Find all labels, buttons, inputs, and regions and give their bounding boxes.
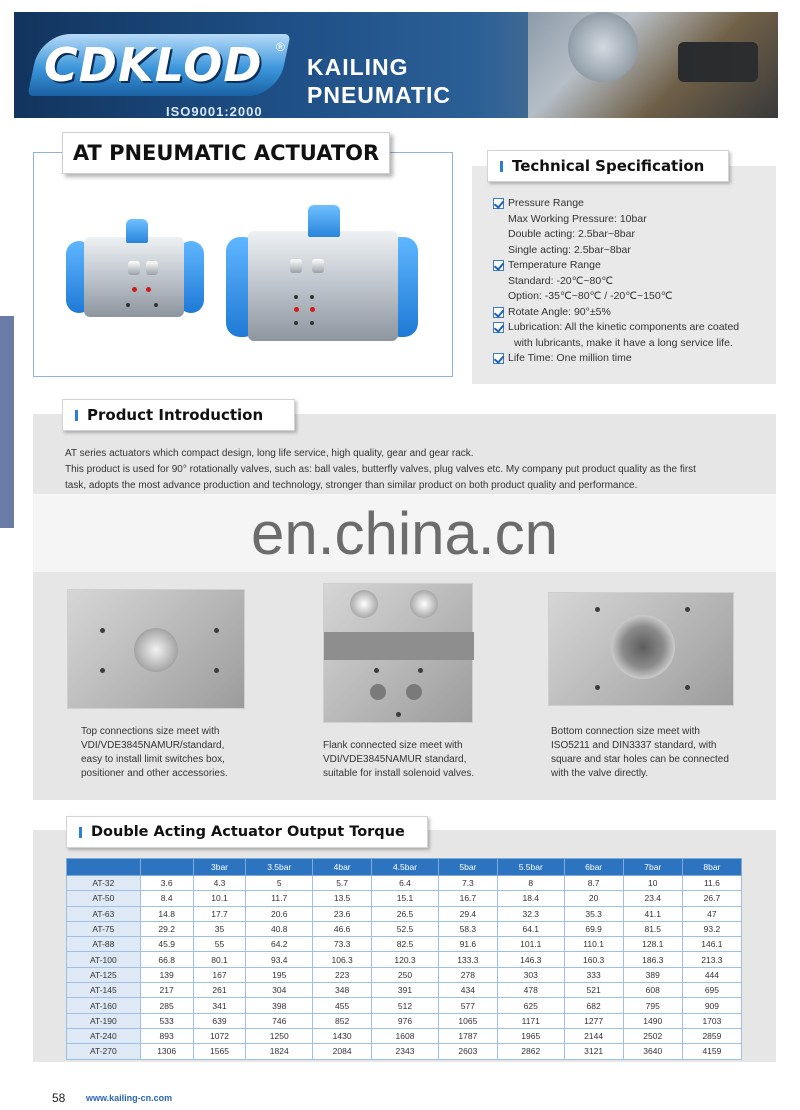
torque-cell: 195 [246,967,313,982]
spec-item [493,274,783,290]
torque-cell: 2862 [497,1044,564,1059]
intro-line-3: task, adopts the most advance production and technology, stronger than similar product on both product quality and performance. [65,480,638,491]
registered-mark: ® [276,40,285,54]
torque-cell: 795 [623,998,682,1013]
spec-item-text: Lubrication: All the kinetic components are coated [508,321,740,333]
torque-cell: 26.5 [372,906,439,921]
torque-cell: 91.6 [438,937,497,952]
torque-cell: 333 [564,967,623,982]
torque-cell: 261 [193,983,246,998]
torque-cell: 3640 [623,1044,682,1059]
torque-cell: 3121 [564,1044,623,1059]
side-strip [0,316,14,528]
torque-cell: 47 [682,906,741,921]
spec-item [493,196,783,212]
torque-cell: 1965 [497,1028,564,1043]
table-row [67,952,742,967]
column-header: 8bar [682,859,741,876]
model-cell: AT-32 [67,876,141,891]
torque-cell: 41.1 [623,906,682,921]
checkbox-icon [493,198,504,209]
intro-line-2: This product is used for 90° rotationally valves, such as: ball vales, butterfly valves, plug valves etc. My company put product quality as the first [65,464,696,475]
spec-item-text: Standard: -20℃~80℃ [508,274,614,287]
torque-cell: 8.7 [564,876,623,891]
torque-cell: 391 [372,983,439,998]
torque-cell: 1430 [313,1028,372,1043]
torque-cell: 15.1 [372,891,439,906]
torque-cell: 8 [497,876,564,891]
torque-cell: 1171 [497,1013,564,1028]
model-cell: AT-125 [67,967,141,982]
tab-marker [79,827,82,838]
model-cell: AT-240 [67,1028,141,1043]
column-header: 4.5bar [372,859,439,876]
actuator-small-image [66,219,201,319]
torque-cell: 106.3 [313,952,372,967]
column-header [67,859,141,876]
caption-bottom-connection: Bottom connection size meet with ISO5211 and DIN3337 standard, with square and star holes can be connected with the valve directly. [551,726,729,779]
torque-cell: 909 [682,998,741,1013]
torque-cell: 444 [682,967,741,982]
column-header: 5bar [438,859,497,876]
spec-item [493,258,783,274]
torque-cell: 2603 [438,1044,497,1059]
spec-item-text: Pressure Range [508,197,584,209]
table-row [67,983,742,998]
torque-cell: 223 [313,967,372,982]
column-header: 4bar [313,859,372,876]
table-row [67,998,742,1013]
torque-cell: 93.2 [682,921,741,936]
torque-table-header [67,859,742,876]
spec-item [493,243,783,259]
torque-cell: 11.7 [246,891,313,906]
torque-cell: 1250 [246,1028,313,1043]
torque-cell: 80.1 [193,952,246,967]
torque-title: Double Acting Actuator Output Torque [91,824,405,840]
torque-cell: 1277 [564,1013,623,1028]
torque-cell: 29.2 [140,921,193,936]
brand-line-1: KAILING [307,54,409,80]
torque-cell: 608 [623,983,682,998]
spec-item-text: Max Working Pressure: 10bar [508,212,647,225]
bottom-connection-photo [548,592,734,706]
torque-cell: 52.5 [372,921,439,936]
torque-table [66,858,742,1060]
torque-cell: 217 [140,983,193,998]
torque-cell: 1824 [246,1044,313,1059]
table-row [67,891,742,906]
torque-tab [66,816,428,848]
torque-cell: 434 [438,983,497,998]
torque-cell: 746 [246,1013,313,1028]
product-image-box [33,152,453,377]
model-cell: AT-63 [67,906,141,921]
spec-item-text: Single acting: 2.5bar~8bar [508,243,631,256]
torque-cell: 682 [564,998,623,1013]
spec-item [493,336,783,352]
iso-certification: ISO9001:2000 [166,104,263,118]
torque-cell: 14.8 [140,906,193,921]
torque-cell: 23.4 [623,891,682,906]
torque-cell: 55 [193,937,246,952]
torque-cell: 58.3 [438,921,497,936]
torque-cell: 521 [564,983,623,998]
tech-spec-tab [487,150,729,182]
table-row [67,921,742,936]
torque-cell: 2502 [623,1028,682,1043]
table-row [67,1013,742,1028]
torque-cell: 128.1 [623,937,682,952]
top-connection-photo [67,589,245,709]
caption-top-connection: Top connections size meet with VDI/VDE3845NAMUR/standard, easy to install limit switches box, positioner and other accessories. [81,726,228,779]
torque-cell: 5.7 [313,876,372,891]
table-row [67,876,742,891]
torque-cell: 93.4 [246,952,313,967]
torque-cell: 6.4 [372,876,439,891]
torque-cell: 146.1 [682,937,741,952]
torque-cell: 110.1 [564,937,623,952]
torque-cell: 10 [623,876,682,891]
torque-cell: 81.5 [623,921,682,936]
spec-item [493,305,783,321]
torque-cell: 69.9 [564,921,623,936]
torque-cell: 2144 [564,1028,623,1043]
torque-cell: 7.3 [438,876,497,891]
torque-cell: 16.7 [438,891,497,906]
table-row [67,906,742,921]
model-cell: AT-50 [67,891,141,906]
torque-cell: 348 [313,983,372,998]
column-header: 7bar [623,859,682,876]
spec-item-text: Life Time: One million time [508,352,632,364]
torque-cell: 695 [682,983,741,998]
torque-cell: 893 [140,1028,193,1043]
model-cell: AT-190 [67,1013,141,1028]
torque-cell: 2859 [682,1028,741,1043]
torque-cell: 20 [564,891,623,906]
torque-cell: 478 [497,983,564,998]
torque-cell: 2343 [372,1044,439,1059]
model-cell: AT-100 [67,952,141,967]
torque-cell: 13.5 [313,891,372,906]
torque-cell: 278 [438,967,497,982]
torque-cell: 66.8 [140,952,193,967]
torque-cell: 26.7 [682,891,741,906]
spec-item-text: with lubricants, make it have a long service life. [514,336,733,349]
column-header: 5.5bar [497,859,564,876]
torque-cell: 1306 [140,1044,193,1059]
torque-cell: 303 [497,967,564,982]
torque-cell: 18.4 [497,891,564,906]
checkbox-icon [493,353,504,364]
page-number: 58 [52,1091,66,1105]
torque-cell: 1072 [193,1028,246,1043]
torque-cell: 639 [193,1013,246,1028]
tech-spec-list [493,196,783,367]
torque-cell: 533 [140,1013,193,1028]
torque-cell: 455 [313,998,372,1013]
torque-cell: 976 [372,1013,439,1028]
intro-line-1: AT series actuators which compact design, long life service, high quality, gear and gear rack. [65,448,474,459]
torque-table-body [67,876,742,1060]
spec-item [493,227,783,243]
table-row [67,1044,742,1059]
torque-cell: 5 [246,876,313,891]
column-header [140,859,193,876]
column-header: 3bar [193,859,246,876]
torque-cell: 285 [140,998,193,1013]
torque-cell: 23.6 [313,906,372,921]
torque-cell: 577 [438,998,497,1013]
torque-cell: 35.3 [564,906,623,921]
torque-cell: 35 [193,921,246,936]
torque-cell: 20.6 [246,906,313,921]
header-banner [14,12,778,118]
tab-marker [500,161,503,172]
checkbox-icon [493,260,504,271]
caption-flank-connection: Flank connected size meet with VDI/VDE3845NAMUR standard, suitable for install solenoid valves. [323,740,475,779]
torque-cell: 101.1 [497,937,564,952]
torque-cell: 167 [193,967,246,982]
torque-cell: 46.6 [313,921,372,936]
model-cell: AT-88 [67,937,141,952]
checkbox-icon [493,322,504,333]
flank-connection-photo [323,583,473,723]
checkbox-icon [493,307,504,318]
torque-cell: 45.9 [140,937,193,952]
product-title: AT PNEUMATIC ACTUATOR [62,132,390,174]
intro-tab [62,399,295,431]
torque-cell: 4159 [682,1044,741,1059]
valve-pipe [568,12,638,82]
table-row [67,1028,742,1043]
torque-cell: 398 [246,998,313,1013]
torque-cell: 32.3 [497,906,564,921]
table-row [67,937,742,952]
torque-cell: 4.3 [193,876,246,891]
logo-text: CDKLOD [44,38,263,92]
torque-cell: 11.6 [682,876,741,891]
torque-cell: 1608 [372,1028,439,1043]
spec-item-text: Rotate Angle: 90°±5% [508,305,611,318]
torque-cell: 8.4 [140,891,193,906]
actuator-large-image [226,205,421,345]
torque-cell: 40.8 [246,921,313,936]
spec-item-text: Temperature Range [508,259,601,271]
model-cell: AT-270 [67,1044,141,1059]
watermark: en.china.cn [33,494,776,572]
torque-cell: 133.3 [438,952,497,967]
torque-cell: 139 [140,967,193,982]
torque-cell: 1703 [682,1013,741,1028]
torque-cell: 512 [372,998,439,1013]
torque-cell: 82.5 [372,937,439,952]
intro-title: Product Introduction [87,406,264,424]
torque-cell: 304 [246,983,313,998]
torque-cell: 120.3 [372,952,439,967]
torque-cell: 1787 [438,1028,497,1043]
spec-item [493,351,783,367]
model-cell: AT-145 [67,983,141,998]
tab-marker [75,410,78,421]
torque-cell: 146.3 [497,952,564,967]
model-cell: AT-160 [67,998,141,1013]
torque-cell: 1065 [438,1013,497,1028]
torque-cell: 3.6 [140,876,193,891]
torque-cell: 186.3 [623,952,682,967]
intro-text [65,446,765,494]
torque-cell: 625 [497,998,564,1013]
torque-cell: 73.3 [313,937,372,952]
spec-item-text: Option: -35℃~80℃ / -20℃~150℃ [508,290,673,302]
spec-item [493,212,783,228]
valve-photo [528,12,778,118]
torque-cell: 10.1 [193,891,246,906]
brand-line-2: PNEUMATIC [307,82,452,108]
column-header: 3.5bar [246,859,313,876]
torque-cell: 2084 [313,1044,372,1059]
torque-cell: 29.4 [438,906,497,921]
model-cell: AT-75 [67,921,141,936]
torque-cell: 64.2 [246,937,313,952]
torque-cell: 250 [372,967,439,982]
spec-item [493,289,783,305]
valve-solenoid [678,42,758,82]
tech-spec-title: Technical Specification [512,157,705,175]
footer-url[interactable]: www.kailing-cn.com [86,1093,173,1103]
spec-item [493,320,783,336]
torque-cell: 1490 [623,1013,682,1028]
spec-item-text: Double acting: 2.5bar~8bar [508,228,635,240]
torque-cell: 64.1 [497,921,564,936]
torque-cell: 852 [313,1013,372,1028]
torque-cell: 160.3 [564,952,623,967]
torque-cell: 341 [193,998,246,1013]
torque-cell: 213.3 [682,952,741,967]
column-header: 6bar [564,859,623,876]
table-row [67,967,742,982]
torque-cell: 389 [623,967,682,982]
torque-cell: 1565 [193,1044,246,1059]
torque-cell: 17.7 [193,906,246,921]
